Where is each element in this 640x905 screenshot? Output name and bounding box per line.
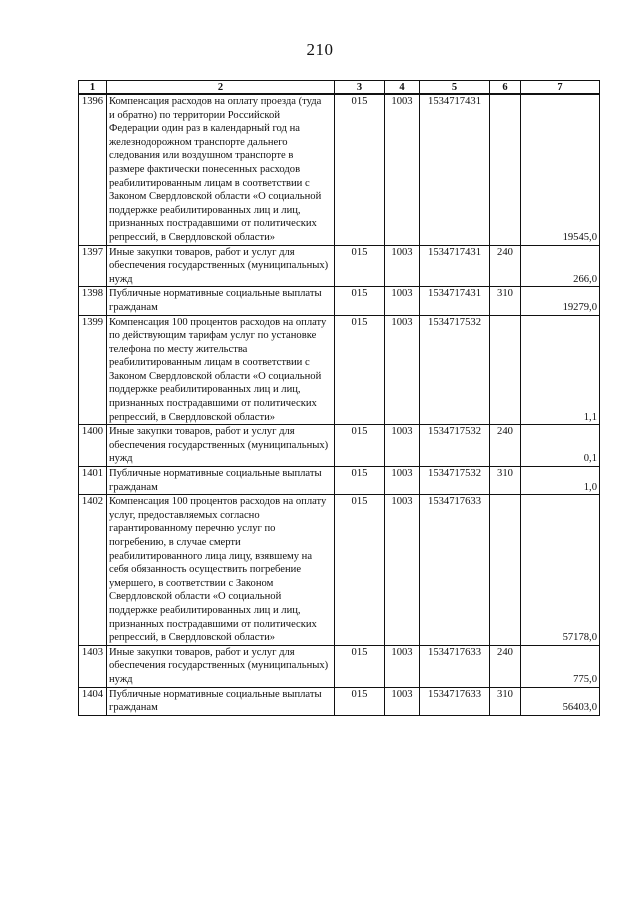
- row-number-cell: 1398: [79, 287, 107, 315]
- column-header: 2: [107, 81, 335, 95]
- table-header-row: [79, 81, 600, 95]
- ministry-code-cell: 015: [335, 315, 385, 425]
- item-name-line: Публичные нормативные социальные выплаты: [109, 288, 322, 300]
- target-item-code-cell: 1534717532: [420, 467, 490, 495]
- item-name-line: гражданам: [109, 301, 158, 313]
- item-name-cell: [107, 287, 335, 315]
- item-name-line: гарантированному перечню услуг по: [109, 523, 276, 535]
- expense-type-code-cell: 310: [490, 287, 521, 315]
- amount-cell: 1,0: [521, 467, 600, 495]
- item-name-line: обеспечения государственных (муниципальных): [109, 439, 329, 451]
- row-number-cell: 1397: [79, 245, 107, 287]
- item-name-line: себя обязанность осуществить погребение: [109, 564, 302, 576]
- ministry-code-cell: 015: [335, 495, 385, 646]
- expense-type-code-cell: 310: [490, 467, 521, 495]
- row-number-cell: 1404: [79, 687, 107, 715]
- amount-cell: 0,1: [521, 425, 600, 467]
- table-row: [79, 687, 600, 715]
- table-row: [79, 467, 600, 495]
- column-header: 7: [521, 81, 600, 95]
- table-body: [79, 94, 600, 715]
- section-code-cell: 1003: [385, 687, 420, 715]
- item-name-line: нужд: [109, 673, 133, 685]
- section-code-cell: 1003: [385, 467, 420, 495]
- item-name-line: признанных пострадавшими от политических: [109, 618, 317, 630]
- item-name-line: репрессий, в Свердловской области»: [109, 632, 276, 644]
- item-name-line: и обратно) по территории Российской: [109, 109, 280, 121]
- section-code-cell: 1003: [385, 94, 420, 245]
- item-name-line: Компенсация расходов на оплату проезда (туда: [109, 96, 322, 107]
- item-name-line: Публичные нормативные социальные выплаты: [109, 468, 322, 480]
- expense-type-code-cell: 240: [490, 645, 521, 687]
- item-name-line: реабилитированным лицам в соответствии с: [109, 177, 310, 189]
- item-name-line: телефона по месту жительства: [109, 343, 248, 355]
- item-name-line: реабилитированного лица лицу, взявшему на: [109, 550, 313, 562]
- item-name-line: умершего, в соответствии с Законом: [109, 577, 274, 589]
- column-header: 4: [385, 81, 420, 95]
- item-name-line: Свердловской области «О социальной: [109, 591, 282, 603]
- item-name-line: нужд: [109, 453, 133, 465]
- section-code-cell: 1003: [385, 287, 420, 315]
- item-name-line: Компенсация 100 процентов расходов на оплату: [109, 316, 327, 328]
- ministry-code-cell: 015: [335, 687, 385, 715]
- target-item-code-cell: 1534717532: [420, 425, 490, 467]
- column-header: 6: [490, 81, 521, 95]
- target-item-code-cell: 1534717431: [420, 245, 490, 287]
- item-name-line: поддержке реабилитированных лиц и лиц,: [109, 384, 301, 396]
- table-row: [79, 645, 600, 687]
- row-number-cell: 1401: [79, 467, 107, 495]
- section-code-cell: 1003: [385, 425, 420, 467]
- row-number-cell: 1402: [79, 495, 107, 646]
- item-name-line: размере фактически понесенных расходов: [109, 163, 301, 175]
- ministry-code-cell: 015: [335, 425, 385, 467]
- item-name-line: Публичные нормативные социальные выплаты: [109, 688, 322, 700]
- target-item-code-cell: 1534717532: [420, 315, 490, 425]
- item-name-line: Федерации один раз в календарный год на: [109, 123, 300, 135]
- item-name-line: Законом Свердловской области «О социальной: [109, 370, 322, 382]
- item-name-line: Иные закупки товаров, работ и услуг для: [109, 426, 295, 438]
- item-name-line: гражданам: [109, 702, 158, 714]
- section-code-cell: 1003: [385, 245, 420, 287]
- item-name-cell: [107, 645, 335, 687]
- row-number-cell: 1396: [79, 94, 107, 245]
- item-name-line: по действующим тарифам услуг по установке: [109, 330, 317, 342]
- item-name-line: Иные закупки товаров, работ и услуг для: [109, 646, 295, 658]
- item-name-cell: [107, 495, 335, 646]
- target-item-code-cell: 1534717431: [420, 287, 490, 315]
- target-item-code-cell: 1534717431: [420, 94, 490, 245]
- target-item-code-cell: 1534717633: [420, 495, 490, 646]
- item-name-line: следования или воздушном транспорте в: [109, 150, 294, 162]
- amount-cell: 56403,0: [521, 687, 600, 715]
- amount-cell: 57178,0: [521, 495, 600, 646]
- column-header: 3: [335, 81, 385, 95]
- ministry-code-cell: 015: [335, 245, 385, 287]
- amount-cell: 775,0: [521, 645, 600, 687]
- expense-type-code-cell: [490, 315, 521, 425]
- amount-cell: 19545,0: [521, 94, 600, 245]
- item-name-line: поддержке реабилитированных лиц и лиц,: [109, 204, 301, 216]
- ministry-code-cell: 015: [335, 94, 385, 245]
- table-row: [79, 245, 600, 287]
- item-name-line: признанных пострадавшими от политических: [109, 218, 317, 230]
- item-name-line: обеспечения государственных (муниципальных): [109, 660, 329, 672]
- item-name-line: гражданам: [109, 481, 158, 493]
- ministry-code-cell: 015: [335, 287, 385, 315]
- row-number-cell: 1403: [79, 645, 107, 687]
- expense-type-code-cell: 310: [490, 687, 521, 715]
- item-name-line: Компенсация 100 процентов расходов на оплату: [109, 496, 327, 508]
- column-header: 1: [79, 81, 107, 95]
- amount-cell: 1,1: [521, 315, 600, 425]
- column-header: 5: [420, 81, 490, 95]
- row-number-cell: 1399: [79, 315, 107, 425]
- item-name-line: Иные закупки товаров, работ и услуг для: [109, 246, 295, 258]
- item-name-cell: [107, 687, 335, 715]
- item-name-line: репрессий, в Свердловской области»: [109, 231, 276, 243]
- page-number: 210: [306, 40, 334, 59]
- expense-type-code-cell: [490, 495, 521, 646]
- section-code-cell: 1003: [385, 315, 420, 425]
- ministry-code-cell: 015: [335, 467, 385, 495]
- target-item-code-cell: 1534717633: [420, 645, 490, 687]
- item-name-cell: [107, 315, 335, 425]
- table-row: [79, 425, 600, 467]
- section-code-cell: 1003: [385, 645, 420, 687]
- item-name-cell: [107, 425, 335, 467]
- item-name-line: признанных пострадавшими от политических: [109, 398, 317, 410]
- item-name-line: обеспечения государственных (муниципальных): [109, 260, 329, 272]
- item-name-line: реабилитированным лицам в соответствии с: [109, 357, 310, 369]
- expense-type-code-cell: 240: [490, 245, 521, 287]
- target-item-code-cell: 1534717633: [420, 687, 490, 715]
- item-name-cell: [107, 245, 335, 287]
- table-row: [79, 315, 600, 425]
- item-name-line: услуг, предоставляемых согласно: [109, 509, 260, 521]
- section-code-cell: 1003: [385, 495, 420, 646]
- item-name-cell: [107, 467, 335, 495]
- item-name-cell: [107, 94, 335, 245]
- table-row: [79, 495, 600, 646]
- ministry-code-cell: 015: [335, 645, 385, 687]
- expense-type-code-cell: [490, 94, 521, 245]
- amount-cell: 266,0: [521, 245, 600, 287]
- item-name-line: поддержке реабилитированных лиц и лиц,: [109, 604, 301, 616]
- item-name-line: репрессий, в Свердловской области»: [109, 411, 276, 423]
- row-number-cell: 1400: [79, 425, 107, 467]
- table-row: [79, 287, 600, 315]
- item-name-line: нужд: [109, 273, 133, 285]
- table-row: [79, 94, 600, 245]
- expense-type-code-cell: 240: [490, 425, 521, 467]
- budget-table: [78, 80, 600, 716]
- item-name-line: погребению, в случае смерти: [109, 537, 241, 548]
- item-name-line: Законом Свердловской области «О социальной: [109, 191, 322, 203]
- amount-cell: 19279,0: [521, 287, 600, 315]
- item-name-line: железнодорожном транспорте дальнего: [109, 136, 288, 148]
